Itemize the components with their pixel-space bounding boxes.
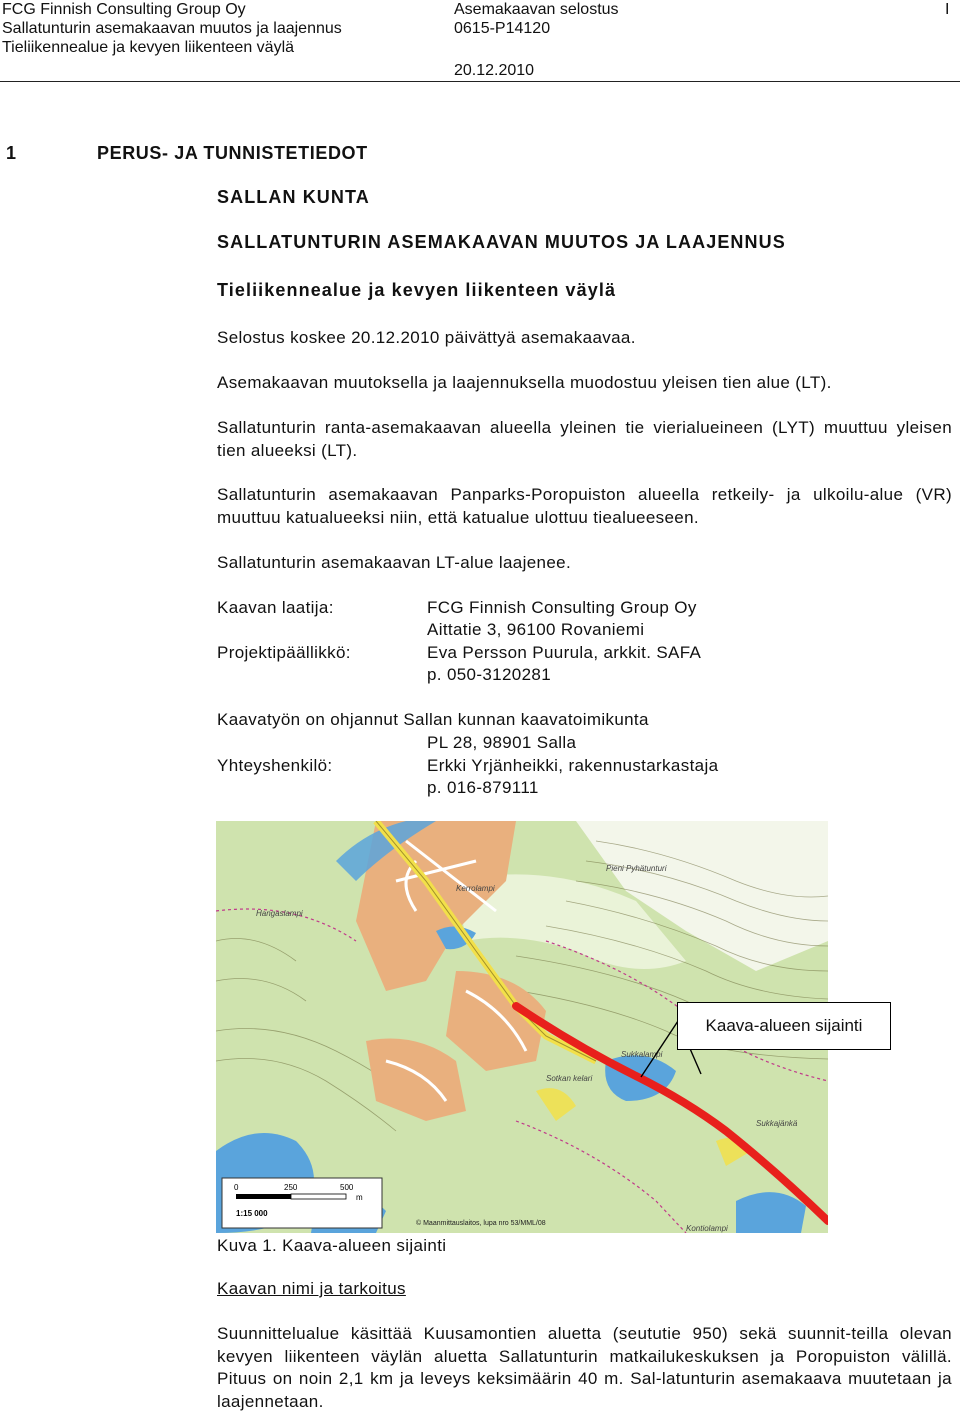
author-address: Aittatie 3, 96100 Rovaniemi (427, 620, 645, 639)
project-manager-phone: p. 050-3120281 (427, 665, 552, 684)
author-label: Kaavan laatija: (217, 598, 334, 617)
project-manager-label: Projektipäällikkö: (217, 643, 351, 662)
scale-ratio: 1:15 000 (236, 1209, 268, 1218)
project-manager-name: Eva Persson Puurula, arkkit. SAFA (427, 643, 702, 662)
paragraph-4: Sallatunturin asemakaavan Panparks-Poropuiston alueella retkeily- ja ulkoilu-alue (VR) muuttuu katualueeksi niin, että katualue ulottuu tiealueeseen. (217, 485, 952, 527)
author-company: FCG Finnish Consulting Group Oy (427, 598, 697, 617)
scale-tick-500: 500 (340, 1183, 354, 1192)
contact-person-label: Yhteyshenkilö: (217, 756, 333, 775)
scale-bar-segment-1 (236, 1194, 291, 1199)
paragraph-1: Selostus koskee 20.12.2010 päivättyä asemakaavaa. (217, 328, 636, 347)
scale-tick-250: 250 (284, 1183, 298, 1192)
place-label-kontiolampi: Kontiolampi (686, 1224, 728, 1233)
scale-bar-box (222, 1178, 382, 1228)
place-label-sukkalampi: Sukkalampi (621, 1050, 663, 1059)
map-callout-label: Kaava-alueen sijainti (677, 1002, 891, 1050)
guidance-address: PL 28, 98901 Salla (427, 733, 577, 752)
place-label-sukkajanka: Sukkajänkä (756, 1119, 798, 1128)
section-title: PERUS- JA TUNNISTETIEDOT (97, 143, 368, 163)
header-project: Sallatunturin asemakaavan muutos ja laajennus (2, 20, 342, 37)
scale-bar-segment-2 (291, 1194, 346, 1199)
header-page-number: I (945, 1, 950, 18)
header-company: FCG Finnish Consulting Group Oy (2, 1, 246, 18)
plan-title: SALLATUNTURIN ASEMAKAAVAN MUUTOS JA LAAJENNUS (217, 232, 786, 252)
contact-person-name: Erkki Yrjänheikki, rakennustarkastaja (427, 756, 719, 775)
subject-title: Tieliikennealue ja kevyen liikenteen väylä (217, 280, 617, 300)
purpose-heading: Kaavan nimi ja tarkoitus (217, 1279, 406, 1298)
header-doc-id: 0615-P14120 (454, 20, 551, 37)
purpose-text: Suunnittelualue käsittää Kuusamontien aluetta (seututie 950) sekä suunnit-teilla olevan kevyen liikenteen väylän aluetta Sallatunturin matkailukeskuksen ja Poropuiston välillä. Pituus on noin 2,1 km ja leveys keksimäärin 40 m. Sal-latunturin asemakaava muutetaan ja laajennetaan. (217, 1324, 952, 1411)
municipality-title: SALLAN KUNTA (217, 187, 370, 207)
section-number: 1 (6, 143, 17, 163)
header-rule (0, 81, 960, 82)
paragraph-3: Sallatunturin ranta-asemakaavan alueella yleinen tie vierialueineen (LYT) muuttuu yleisen tien alueeksi (LT). (217, 418, 952, 460)
place-label-sotkan-kelari: Sotkan kelari (546, 1074, 593, 1083)
map-copyright: © Maanmittauslaitos, lupa nro 53/MML/08 (416, 1220, 546, 1227)
scale-tick-0: 0 (234, 1183, 239, 1192)
place-label-pieni-pyhatunturi: Pieni Pyhätunturi (606, 864, 667, 873)
header-doc-type: Asemakaavan selostus (454, 1, 619, 18)
guidance-line: Kaavatyön on ohjannut Sallan kunnan kaavatoimikunta (217, 710, 649, 729)
paragraph-5: Sallatunturin asemakaavan LT-alue laajenee. (217, 553, 572, 572)
header-subject: Tieliikennealue ja kevyen liikenteen väylä (2, 39, 295, 56)
header-date: 20.12.2010 (454, 62, 535, 79)
scale-unit: m (356, 1193, 363, 1202)
figure-caption: Kuva 1. Kaava-alueen sijainti (217, 1236, 447, 1255)
paragraph-2: Asemakaavan muutoksella ja laajennuksella muodostuu yleisen tien alue (LT). (217, 373, 832, 392)
place-label-hangaslampi: Hangaslampi (256, 909, 303, 918)
place-label-kerrolampi: Kerrolampi (456, 884, 495, 893)
contact-person-phone: p. 016-879111 (427, 778, 539, 797)
